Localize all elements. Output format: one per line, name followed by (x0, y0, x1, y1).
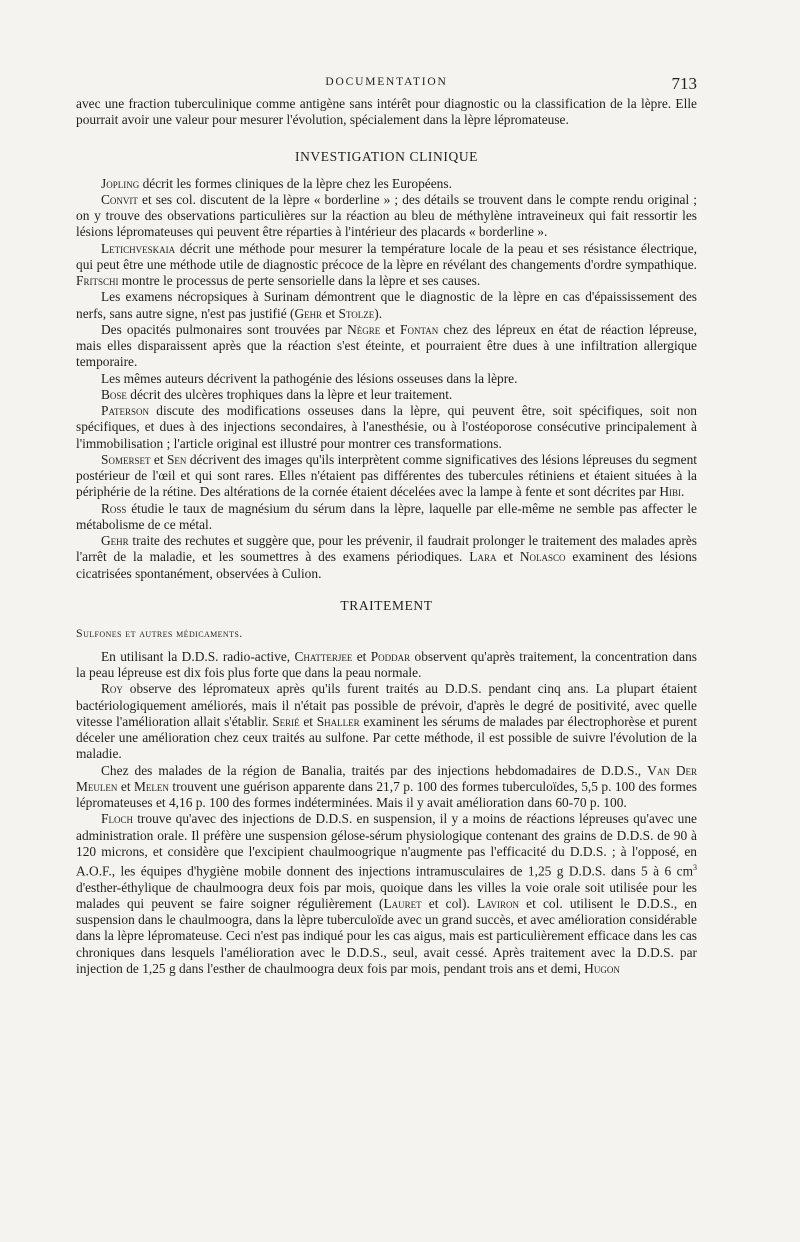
author-name: Nègre (347, 321, 381, 337)
author-name: Bose (101, 386, 127, 402)
author-name: Van Der Meulen (76, 762, 697, 794)
author-name: Nolasco (519, 549, 566, 565)
page-body (76, 74, 697, 977)
page-number: 713 (671, 74, 697, 93)
author-name: Roy (101, 681, 123, 697)
author-name: Gehr (294, 305, 323, 321)
author-name: Gehr (101, 533, 129, 548)
paragraph: Convit et ses col. discutent de la lèpre « borderline » ; des détails se trouvent dans le compte rendu original ; on y trouve des observations particulières sur la réaction au bleu de méthylène intraveineux qui fait ressortir les lésions lépromateuses qui peuvent être réparties à l'intérieur des placards « borderline ». (76, 191, 697, 240)
author-name: Jopling (101, 175, 140, 191)
paragraph: Jopling décrit les formes cliniques de la lèpre chez les Européens. (101, 175, 452, 191)
author-name: Somerset (101, 451, 151, 467)
author-name: Shaller (316, 713, 360, 729)
paragraph: Paterson discute des modifications osseuses dans la lèpre, qui peuvent être, soit spécifiques, soit non spécifiques, et dues à des injections secondaires, à l'anesthésie, ou à l'ostéoporose consécutive principalement à l'immobilisation ; l'article original est illustré pour montrer ces transformations. (76, 403, 697, 451)
author-name: Convit (101, 191, 138, 207)
author-name: Poddar (370, 648, 411, 664)
paragraph: Somerset et Sen décrivent des images qu'ils interprètent comme significatives des lésions lépreuses du segment postérieur de l'œil et qui sont rares. Elles n'étaient pas différentes des tubercules rétiniens et étaient situées à la périphérie de la rétine. Des altérations de la cornée étaient décelées avec la lampe à fente et sont décrites par Hibi. (76, 451, 697, 500)
section-heading-investigation: INVESTIGATION CLINIQUE (294, 148, 479, 164)
paragraph: Ross étudie le taux de magnésium du sérum dans la lèpre, laquelle par elle-même ne semble pas affecter le métabolisme de ce métal. (76, 500, 697, 532)
subsection-heading: Sulfones et autres médicaments. (76, 625, 243, 640)
author-name: Lara (469, 549, 497, 565)
author-name: Laviron (476, 895, 519, 911)
paragraph: En utilisant la D.D.S. radio-active, Chatterjee et Poddar observent qu'après traitement, la concentration dans la peau lépreuse est dix fois plus forte que dans la peau normale. (76, 648, 697, 680)
paragraph: Les examens nécropsiques à Surinam démontrent que le diagnostic de la lèpre en cas d'épaississement des nerfs, sans autre signe, n'est pas justifié (Gehr et Stolze). (76, 289, 697, 321)
running-head-title: DOCUMENTATION (325, 76, 448, 88)
author-name: Fontan (400, 321, 439, 337)
author-name: Hibi (659, 484, 681, 500)
author-name: Sen (166, 451, 187, 467)
author-name: Melen (134, 778, 169, 794)
section-heading-traitement: TRAITEMENT (340, 597, 433, 613)
author-name: Serié (272, 713, 300, 729)
running-head (76, 74, 697, 98)
paragraph: Bose décrit des ulcères trophiques dans la lèpre et leur traitement. (101, 386, 453, 402)
author-name: Fritschi (76, 273, 119, 288)
intro-paragraph: avec une fraction tuberculinique comme antigène sans intérêt pour diagnostic ou la classification de la lèpre. Elle pourrait avoir une valeur pour mesurer l'évolution, spécialement dans la lèpre lépromateuse. (76, 96, 697, 128)
paragraph: Des opacités pulmonaires sont trouvées par Nègre et Fontan chez des lépreux en état de réaction lépreuse, mais elles disparaissent après que la réaction s'est éteinte, et pourraient être dues à une infiltration allergique temporaire. (76, 321, 697, 370)
paragraph: Letichveskaia décrit une méthode pour mesurer la température locale de la peau et ses résistance électrique, qui peut être une méthode utile de diagnostic précoce de la lèpre en révélant des changements d'ordre sympathique. Fritschi montre le processus de perte sensorielle dans la lèpre et ses causes. (76, 240, 697, 288)
author-name: Ross (101, 500, 127, 516)
paragraph: Les mêmes auteurs décrivent la pathogénie des lésions osseuses dans la lèpre. (101, 370, 518, 386)
author-name: Paterson (101, 403, 149, 418)
author-name: Floch (101, 811, 133, 827)
paragraph: Floch trouve qu'avec des injections de D.D.S. en suspension, il y a moins de réactions lépreuses qu'avec une administration orale. Il préfère une suspension gélose-sérum physiologique contenant des grains de D.D.S. de 90 à 120 microns, et considère que l'excipient chaulmoogrique n'augmente pas l'efficacité du D.D.S. ; à l'opposé, en A.O.F., les équipes d'hygiène mobile donnent des injections intramusculaires de 1,25 g D.D.S. dans 5 à 6 $cm^3$ d'esther-éthylique de chaulmoogra deux fois par mois, quoique dans les villes la voie orale soit utilisée pour les malades qui peuvent se faire soigner régulièrement (Lauret et col). Laviron et col. utilisent le D.D.S., en suspension dans le chaulmoogra, dans la lèpre tuberculoïde avec un grand succès, et avec amélioration considérable dans la lèpre lépromateuse. Ceci n'est pas indiqué pour les cas aigus, mais est particulièrement efficace dans les cas chroniques dans lesquels l'amélioration avec le D.D.S., seul, avait cessé. Après traitement avec la D.D.S. par injection de 1,25 g dans l'esther de chaulmoogra deux fois par mois, pendant trois ans et demi, Hugon (76, 811, 697, 976)
superscript: 3 (693, 863, 697, 872)
author-name: Hugon (584, 960, 620, 976)
author-name: Lauret (383, 895, 422, 911)
author-name: Stolze (338, 305, 375, 321)
author-name: Chatterjee (294, 648, 353, 664)
paragraph: Gehr traite des rechutes et suggère que, pour les prévenir, il faudrait prolonger le traitement des malades après l'arrêt de la maladie, et les soumettres à des examens périodiques. Lara et Nolasco examinent des lésions cicatrisées spontanément, observées à Culion. (76, 533, 697, 581)
paragraph: Chez des malades de la région de Banalia, traités par des injections hebdomadaires de D.D.S., Van Der Meulen et Melen trouvent une guérison apparente dans 21,7 p. 100 des formes tuberculoïdes, 5,5 p. 100 des formes lépromateuses et 4,16 p. 100 des formes indéterminées. Mais il y avait amélioration dans 60-70 p. 100. (76, 762, 697, 810)
paragraph: Roy observe des lépromateux après qu'ils furent traités au D.D.S. pendant cinq ans. La plupart étaient bactériologiquement améliorés, mais il n'était pas possible de prévoir, d'après le degré de positivité, avec quelle vitesse l'amélioration allait s'établir. Serié et Shaller examinent les sérums de malades par électrophorèse et purent déceler une amélioration chez ceux traités au sulfone. Par cette méthode, il est possible de suivre l'évolution de la maladie. (76, 681, 697, 762)
author-name: Letichveskaia (101, 240, 176, 256)
